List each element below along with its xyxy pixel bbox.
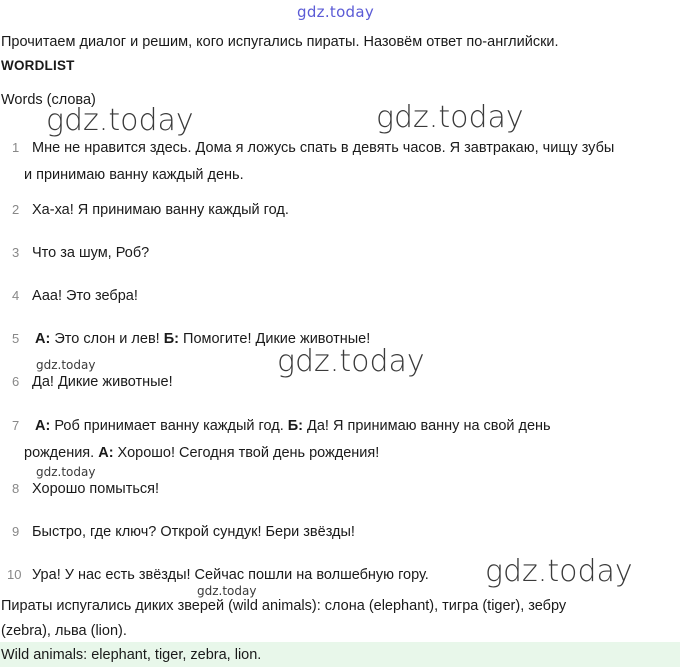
watermark-small-1: gdz.today — [36, 358, 96, 372]
line-number: 6 — [12, 374, 20, 389]
watermark-4: gdz.today — [485, 554, 633, 589]
final-answer: Wild animals: elephant, tiger, zebra, lion. — [1, 647, 262, 663]
line-number: 9 — [12, 524, 20, 539]
speech: Роб принимает ванну каждый год. — [50, 418, 288, 434]
dialog-text-5 — [35, 327, 370, 351]
speaker-b: Б: — [287, 418, 304, 434]
line-number: 4 — [12, 288, 20, 303]
final-answer-box — [0, 642, 680, 667]
dialog-text-4: Ааа! Это зебра! — [32, 288, 138, 304]
line-number: 2 — [12, 202, 20, 217]
dialog-text-10: Ура! У нас есть звёзды! Сейчас пошли на волшебную гору. — [32, 567, 429, 583]
dialog-text-7b — [24, 441, 379, 465]
dialog-text-1a: Мне не нравится здесь. Дома я ложусь спать в девять часов. Я завтракаю, чищу зубы — [32, 140, 615, 156]
dialog-text-7a — [35, 414, 551, 438]
speech: Да! Я принимаю ванну на свой день — [303, 418, 551, 434]
dialog-text-6: Да! Дикие животные! — [32, 374, 173, 390]
speaker-a: А: — [98, 445, 114, 461]
speech: Хорошо! Сегодня твой день рождения! — [113, 445, 380, 461]
watermark-3: gdz.today — [277, 344, 425, 379]
wordlist-heading: WORDLIST — [1, 58, 75, 73]
dialog-text-3: Что за шум, Роб? — [32, 245, 150, 261]
line-number: 10 — [7, 567, 22, 582]
watermark-1: gdz.today — [46, 103, 194, 138]
intro-text: Прочитаем диалог и решим, кого испугались пираты. Назовём ответ по-английски. — [1, 34, 559, 50]
speech: Помогите! Дикие животные! — [179, 331, 371, 347]
watermark-small-2: gdz.today — [36, 465, 96, 479]
dialog-text-2: Ха-ха! Я принимаю ванну каждый год. — [32, 202, 289, 218]
speech: рождения. — [24, 445, 99, 461]
speaker-a: А: — [35, 418, 51, 434]
words-label: Words (слова) — [1, 92, 96, 108]
watermark-small-3: gdz.today — [197, 584, 257, 598]
line-number: 5 — [12, 331, 20, 346]
line-number: 7 — [12, 418, 20, 433]
speaker-b: Б: — [163, 331, 179, 347]
speaker-a: А: — [35, 331, 51, 347]
line-number: 8 — [12, 481, 20, 496]
dialog-text-9: Быстро, где ключ? Открой сундук! Бери звёзды! — [32, 524, 355, 540]
watermark-2: gdz.today — [376, 100, 524, 135]
dialog-text-1b: и принимаю ванну каждый день. — [24, 167, 244, 183]
dialog-text-8: Хорошо помыться! — [32, 481, 160, 497]
line-number: 1 — [12, 140, 20, 155]
answer-text-1: Пираты испугались диких зверей (wild animals): слона (elephant), тигра (tiger), зебру — [1, 598, 567, 614]
answer-text-2: (zebra), льва (lion). — [1, 623, 127, 639]
speech: Это слон и лев! — [50, 331, 164, 347]
line-number: 3 — [12, 245, 20, 260]
watermark-top: gdz.today — [297, 3, 375, 21]
